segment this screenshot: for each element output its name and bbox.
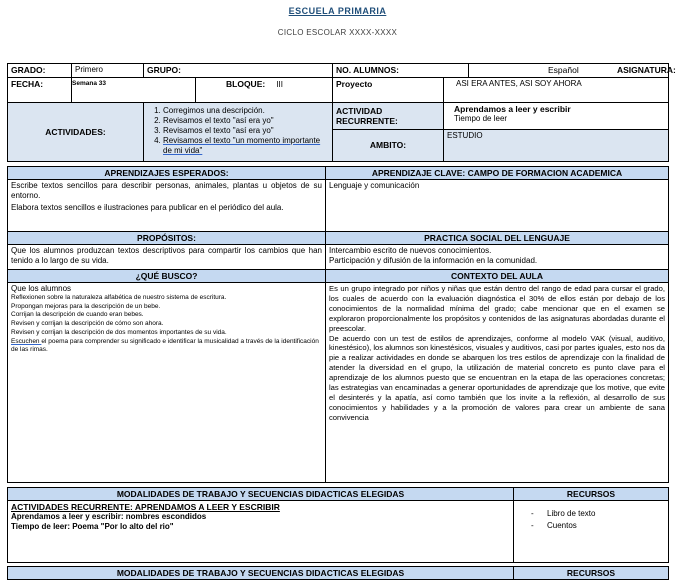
busco-body — [8, 283, 326, 483]
recurrente-1: Aprendamos a leer y escribir — [454, 104, 571, 114]
asignatura-value: Español — [548, 65, 579, 75]
school-cycle: CICLO ESCOLAR XXXX-XXXX — [277, 28, 398, 37]
grado-label: GRADO: — [8, 64, 72, 78]
recurrente-label-text: ACTIVIDAD RECURRENTE: — [336, 106, 398, 126]
contexto-body — [326, 283, 669, 483]
contexto-p1: Es un grupo integrado por niños y niñas que están dentro del rango de edad para cursar el grado, los cuales de acuerdo con la evaluación diagnóstica el 30% de ellos están por debajo de los conocimientos de la normalidad mínima del grado; cabe mencionar que en el examen se exploraron proporcionalmente los propósitos y contenidos de las asignaturas abordadas durante el preescolar. — [329, 284, 665, 333]
ambito-label — [333, 130, 444, 162]
recurrente-2: Tiempo de leer — [454, 114, 508, 123]
bloque-cell — [196, 78, 333, 103]
busco-intro: Que los alumnos — [11, 284, 72, 293]
practica-l2: Participación y difusión de la información en la comunidad. — [329, 256, 538, 265]
ambito-value — [444, 130, 669, 162]
fecha-value — [72, 78, 196, 103]
proyecto-label: Proyecto — [333, 78, 444, 103]
propositos-value: Que los alumnos produzcan textos descriptivos para compartir los cambios que han tenido a lo largo de su vida. — [8, 245, 326, 270]
aprendizajes-body — [8, 180, 326, 232]
busco-line: Reflexionen sobre la naturaleza alfabética de nuestro sistema de escritura. — [11, 294, 227, 301]
modalidades-body — [8, 501, 514, 563]
propositos-header: PROPÓSITOS: — [8, 232, 326, 245]
actividades-label — [8, 103, 144, 162]
content-table — [7, 166, 669, 483]
busco-line: Propongan mejoras para la descripción de un bebe. — [11, 302, 161, 310]
alumnos-cell — [333, 64, 469, 78]
info-table — [7, 63, 676, 162]
modalidades-title: ACTIVIDADES RECURRENTE: APRENDAMOS A LEER Y ESCRIBIR — [11, 502, 280, 512]
grado-value: Primero — [72, 64, 144, 78]
actividad-item: 3. Revisamos el texto "así era yo" — [163, 126, 329, 136]
modalidades-table — [7, 487, 669, 563]
actividades-label-text: ACTIVIDADES: — [45, 127, 106, 137]
recursos-body — [514, 501, 669, 563]
aprendizajes-header: APRENDIZAJES ESPERADOS: — [8, 167, 326, 180]
school-title: ESCUELA PRIMARIA — [288, 6, 387, 16]
busco-header: ¿QUÉ BUSCO? — [8, 270, 326, 283]
contexto-header: CONTEXTO DEL AULA — [326, 270, 669, 283]
fecha-label: FECHA: — [8, 78, 72, 103]
modalidades-line1: Aprendamos a leer y escribir: nombres escondidos — [11, 512, 207, 521]
recurrente-label — [333, 103, 444, 130]
alumnos-label: NO. ALUMNOS: — [336, 65, 399, 75]
actividad-item: 4. Revisamos el texto "un momento importante de mi vida" — [163, 136, 329, 156]
clave-value: Lenguaje y comunicación — [326, 180, 669, 232]
busco-last-a: Escuchen — [11, 337, 42, 345]
practica-header: PRACTICA SOCIAL DEL LENGUAJE — [326, 232, 669, 245]
aprendizajes-p1: Escribe textos sencillos para describir personas, animales, plantas u objetos de su entorno. — [11, 181, 322, 200]
busco-line: Revisen y corrijan la descripción de dos momentos importantes de su vida. — [11, 328, 227, 336]
busco-line-last — [11, 338, 322, 355]
ambito-text: ESTUDIO — [447, 131, 483, 140]
modalidades-header-2: MODALIDADES DE TRABAJO Y SECUENCIAS DIDACTICAS ELEGIDAS — [8, 567, 514, 580]
proyecto-text: ASI ERA ANTES, ASI SOY AHORA — [456, 79, 582, 88]
ambito-label-text: AMBITO: — [369, 140, 407, 150]
practica-l1: Intercambio escrito de nuevos conocimientos. — [329, 246, 492, 255]
actividades-list — [144, 103, 333, 162]
busco-line: Corrijan la descripción de cuando eran bebes. — [11, 311, 144, 319]
recurso-item: - Cuentos — [547, 520, 665, 532]
bloque-value: III — [276, 80, 283, 89]
actividad-item: 2. Revisamos el texto "así era yo" — [163, 116, 329, 126]
recurrente-value — [444, 103, 669, 130]
proyecto-value — [444, 78, 669, 103]
fecha-text: Semana 33 — [72, 80, 106, 87]
actividad-item: 1. Corregimos una descripción. — [163, 106, 329, 116]
grupo-cell — [144, 64, 333, 78]
aprendizajes-p2: Elabora textos sencillos e ilustraciones para publicar en el periódico del aula. — [11, 203, 284, 212]
practica-body — [326, 245, 669, 270]
modalidades-line2: Tiempo de leer: Poema "Por lo alto del rio" — [11, 522, 174, 531]
bloque-label: BLOQUE: — [226, 79, 266, 89]
recursos-header: RECURSOS — [514, 488, 669, 501]
clave-header: APRENDIZAJE CLAVE: CAMPO DE FORMACION ACADEMICA — [326, 167, 669, 180]
recurso-item: - Libro de texto — [547, 508, 665, 520]
contexto-p2: De acuerdo con un test de estilos de aprendizajes, conforme al modelo VAK (visual, auditivo, kinestésico), los alumnos son kinestésicos, visuales y auditivos, casi por partes iguales, esto nos da pie a realizar actividades en donde se abarquen los tres estilos de aprendizaje con la finalidad de atender la diversidad en el grupo, la utilización de material concreto es punto clave para el aprendizaje de los alumnos puesto que se encuentran en la etapa de las operaciones concretas; las estrategias van encaminadas a generar oportunidades de aprendizaje que los motive, que evite el desinterés y la apatía, así como también que los invite a la reflexión, al desarrollo de sus conocimientos y habilidades y a la promoción de valores para crear un ambiente de sana convivencia — [329, 333, 665, 422]
recursos-header-2: RECURSOS — [514, 567, 669, 580]
modalidades-header: MODALIDADES DE TRABAJO Y SECUENCIAS DIDACTICAS ELEGIDAS — [8, 488, 514, 501]
busco-line: Revisen y corrijan la descripción de cómo son ahora. — [11, 320, 164, 328]
modalidades-table-2 — [7, 566, 669, 580]
busco-last-b: el poema para comprender su significado e identificar la musicalidad a través de la identificación de las rimas. — [11, 337, 319, 354]
grupo-label: GRUPO: — [147, 65, 181, 75]
asignatura-label: ASIGNATURA: — [617, 65, 676, 75]
